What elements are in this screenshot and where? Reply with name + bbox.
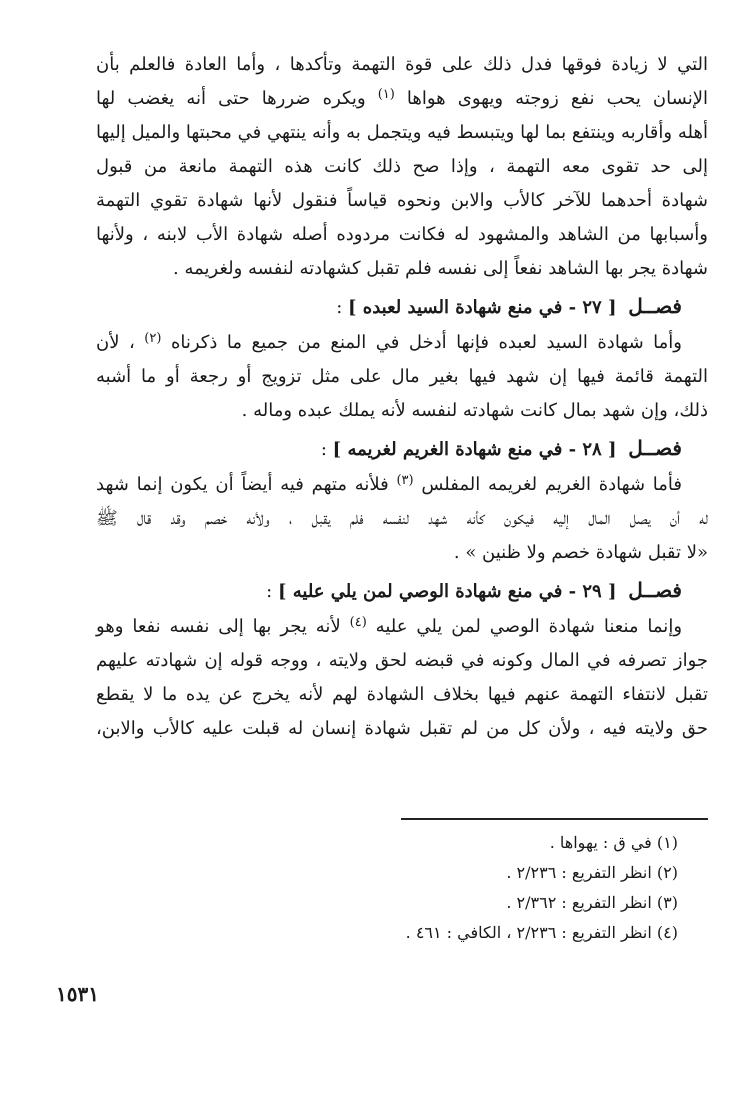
text-line [96, 468, 708, 502]
footnote: (١) في ق : يهواها . [549, 833, 678, 852]
text-segment: ويكره ضررها حتى أنه يغضب لها [96, 88, 366, 109]
fasl-label: فصــل [628, 294, 682, 318]
text-line: له أن يصل المال إليه فيكون كأنه شهد لنفسه فلم يقبل ، ولأنه خصم وقد قال ﷺ [96, 508, 708, 529]
text-line: التهمة قائمة فيها إن شهد فيها بغير مال على مثل تزويج أو رجعة أو ما أشبه [96, 366, 708, 387]
text-line: تقبل لانتفاء التهمة عنهم فيها بخلاف الشهادة لهم لأنه يخرج عن يده ما لا يقطع [96, 684, 708, 705]
section-heading [96, 288, 708, 324]
text-line: شهادة أحدهما للآخر كالأب والابن ونحوه قياساً فنقول لأنها شهادة تقوي التهمة [96, 190, 708, 211]
footnotes [96, 828, 678, 948]
text-line [96, 82, 708, 116]
page-number: ١٥٣١ [56, 982, 99, 1006]
paragraph [96, 326, 708, 428]
text-segment: ، لأن [96, 332, 135, 353]
text-segment: لأنه يجر بها إلى نفسه نفعا وهو [96, 616, 341, 637]
text-segment: الإنسان يحب نفع زوجته ويهوى هواها [406, 88, 708, 109]
footnote-separator [401, 818, 708, 820]
fasl-label: فصــل [628, 578, 682, 602]
paragraph [96, 610, 708, 746]
footnote: (٣) انظر التفريع : ٢/٣٦٢ . [506, 893, 678, 912]
section-heading [96, 430, 708, 466]
paragraph [96, 468, 708, 570]
section-heading [96, 572, 708, 608]
main-text [96, 48, 708, 746]
footnote-ref: (١) [377, 87, 395, 102]
text-segment: وإنما منعنا شهادة الوصي لمن يلي عليه [375, 616, 683, 637]
text-line [96, 610, 708, 644]
heading-colon: : [266, 581, 273, 602]
footnote-ref: (٢) [144, 331, 162, 346]
section-title: [ ٢٩ - في منع شهادة الوصي لمن يلي عليه ] [277, 581, 617, 602]
footnote: (٢) انظر التفريع : ٢/٢٣٦ . [506, 863, 678, 882]
footnote-ref: (٤) [349, 615, 367, 630]
text-line: وأسبابها من الشاهد والمشهود له فكانت مردوده أصله شهادة الأب لابنه ، ولأنها [96, 224, 708, 245]
text-line [96, 326, 708, 360]
fasl-label: فصــل [628, 436, 682, 460]
text-line: أهله وأقاربه وينتفع بما لها ويتبسط فيه ويتجمل به وأنه ينتهي في محبتها والميل إليها [96, 122, 708, 143]
heading-colon: : [320, 439, 327, 460]
text-segment: فأما شهادة الغريم لغريمه المفلس [421, 474, 682, 495]
footnote-ref: (٣) [396, 473, 414, 488]
footnote: (٤) انظر التفريع : ٢/٢٣٦ ، الكافي : ٤٦١ . [405, 923, 678, 942]
text-line: جواز تصرفه في المال وكونه في قبضه لحق ولايته ، ووجه قوله إن شهادته عليهم [96, 650, 708, 671]
text-segment: فلأنه متهم فيه أيضاً أن يكون إنما شهد [96, 474, 389, 495]
section-title: [ ٢٨ - في منع شهادة الغريم لغريمه ] [332, 439, 617, 460]
heading-colon: : [336, 297, 343, 318]
text-segment: وأما شهادة السيد لعبده فإنها أدخل في المنع من جميع ما ذكرناه [170, 332, 682, 353]
text-line: ذلك، وإن شهد بمال كانت شهادته لنفسه لأنه يملك عبده وماله . [241, 400, 708, 421]
text-line: إلى حد تقوى معه التهمة ، وإذا صح ذلك كانت هذه التهمة مانعة من قبول [96, 156, 708, 177]
section-title: [ ٢٧ - في منع شهادة السيد لعبده ] [348, 297, 617, 318]
text-line: «لا تقبل شهادة خصم ولا ظنين » . [453, 542, 708, 563]
paragraph [96, 48, 708, 286]
text-line: التي لا زيادة فوقها فدل ذلك على قوة التهمة وتأكدها ، وأما العادة فالعلم بأن [96, 54, 708, 75]
text-line: شهادة يجر بها الشاهد نفعاً إلى نفسه فلم تقبل كشهادته لنفسه ولغريمه . [173, 258, 708, 279]
text-line: حق ولايته فيه ، ولأن كل من لم تقبل شهادة إنسان له قبلت عليه كالأب والابن، [96, 718, 708, 739]
